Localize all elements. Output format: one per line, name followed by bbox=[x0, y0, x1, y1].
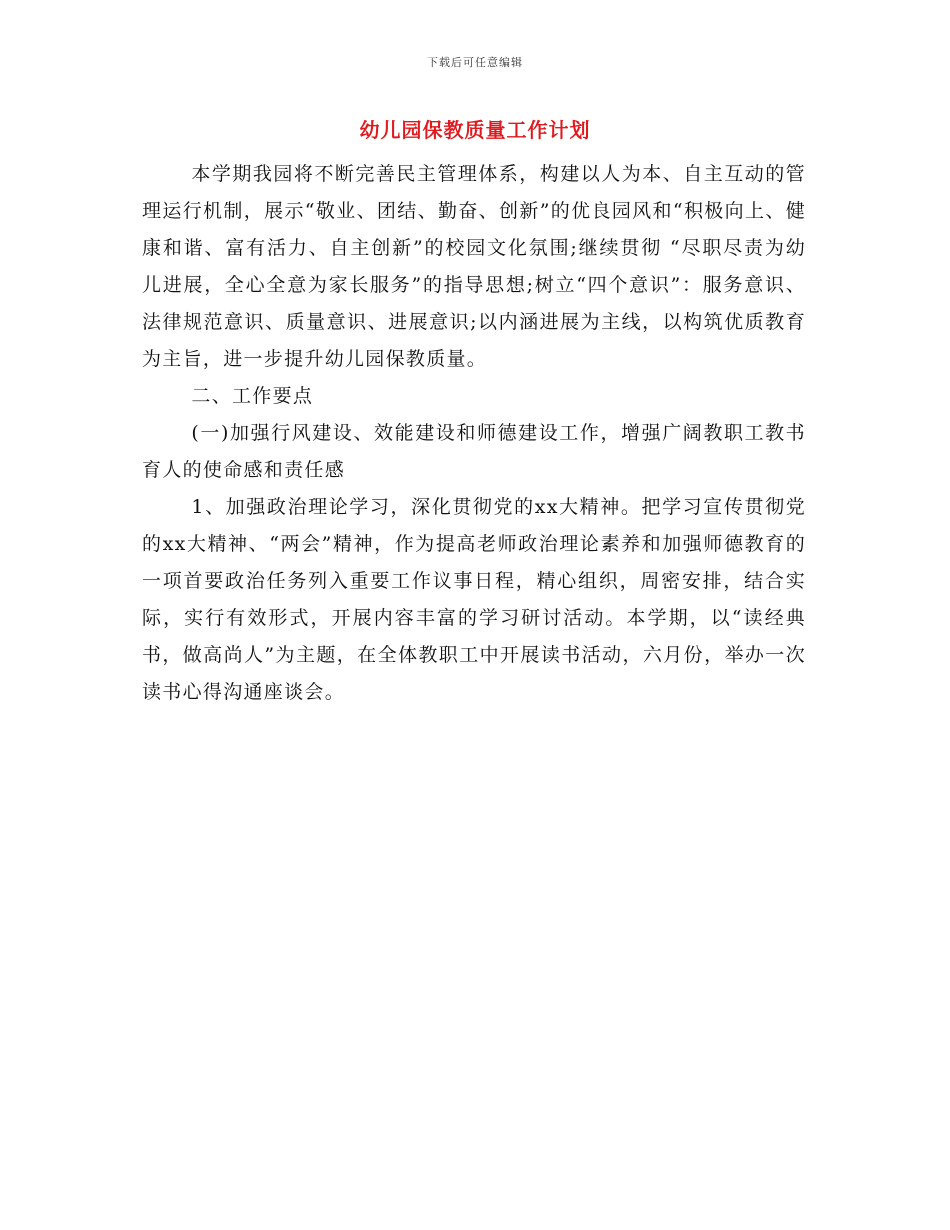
document-body bbox=[142, 156, 806, 711]
paragraph-intro: 本学期我园将不断完善民主管理体系，构建以人为本、自主互动的管理运行机制，展示“敬业、团结、勤奋、创新”的优良园风和“积极向上、健康和谐、富有活力、自主创新”的校园文化氛围;继续贯彻 “尽职尽责为幼儿进展，全心全意为家长服务”的指导思想;树立“四个意识”：服务意识、法律规范意识、质量意识、进展意识;以内涵进展为主线，以构筑优质教育为主旨，进一步提升幼儿园保教质量。 bbox=[142, 163, 806, 370]
section-heading-work-points: 二、工作要点 bbox=[191, 385, 314, 407]
document-title: 幼儿园保教质量工作计划 bbox=[359, 118, 591, 142]
paragraph-item-1: 1、加强政治理论学习，深化贯彻党的xx大精神。把学习宣传贯彻党的xx大精神、“两会”精神，作为提高老师政治理论素养和加强师德教育的一项首要政治任务列入重要工作议事日程，精心组织，周密安排，结合实际，实行有效形式，开展内容丰富的学习研讨活动。本学期，以“读经典书，做高尚人”为主题，在全体教职工中开展读书活动，六月份，举办一次读书心得沟通座谈会。 bbox=[142, 496, 806, 703]
subsection-heading-1: (一)加强行风建设、效能建设和师德建设工作，增强广阔教职工教书育人的使命感和责任感 bbox=[142, 422, 806, 481]
header-note: 下载后可任意编辑 bbox=[427, 56, 523, 69]
